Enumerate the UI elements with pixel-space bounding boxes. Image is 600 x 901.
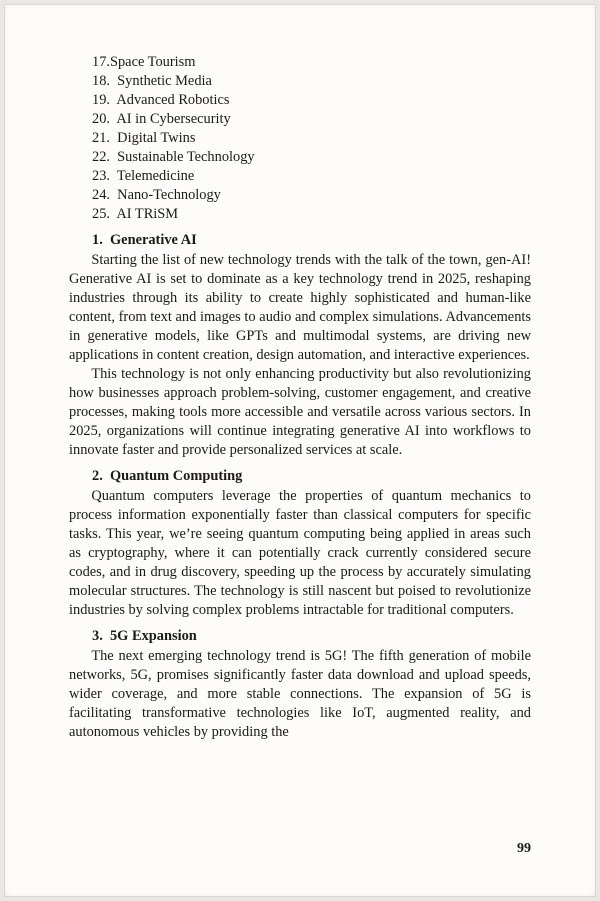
numbered-list xyxy=(92,53,531,224)
text-column xyxy=(69,53,531,742)
section-generative-ai xyxy=(69,231,531,460)
paragraph: Quantum computers leverage the properties of quantum mechanics to process information exponentially faster than classical computers for specific tasks. This year, we’re seeing quantum computing being applied in areas such as cryptography, where it can potentially crack currently considered secure codes, and in drug discovery, speeding up the process by accurately simulating molecular structures. The technology is still nascent but poised to revolutionize industries by solving complex problems intractable for traditional computers. xyxy=(69,488,531,618)
section-5g-expansion xyxy=(69,627,531,742)
section-heading: 1. Generative AI xyxy=(92,232,197,248)
list-item: 25. AI TRiSM xyxy=(92,206,179,222)
list-item: 21. Digital Twins xyxy=(92,130,196,146)
page-number: 99 xyxy=(517,841,531,856)
list-item: 22. Sustainable Technology xyxy=(92,149,255,165)
section-quantum-computing xyxy=(69,467,531,620)
list-item: 24. Nano-Technology xyxy=(92,187,221,203)
paragraph: This technology is not only enhancing productivity but also revolutionizing how businesses approach problem-solving, customer engagement, and creative processes, making tools more accessible and versatile across various sectors. In 2025, organizations will continue integrating generative AI into workflows to innovate faster and provide personalized services at scale. xyxy=(69,366,531,458)
section-heading: 2. Quantum Computing xyxy=(92,468,243,484)
list-item: 23. Telemedicine xyxy=(92,168,195,184)
paragraph: The next emerging technology trend is 5G! The fifth generation of mobile networks, 5G, promises significantly faster data download and upload speeds, wider coverage, and more stable connections. The expansion of 5G is facilitating transformative technologies like IoT, augmented reality, and autonomous vehicles by providing the xyxy=(69,648,531,740)
list-item: 18. Synthetic Media xyxy=(92,73,212,89)
paragraph: Starting the list of new technology trends with the talk of the town, gen-AI! Generative AI is set to dominate as a key technology trend in 2025, reshaping industries through its ability to create highly sophisticated and human-like content, from text and images to audio and complex simulations. Advancements in generative models, like GPTs and multimodal systems, are driving new applications in content creation, design automation, and interactive experiences. xyxy=(69,252,531,363)
list-item: 17.Space Tourism xyxy=(92,54,196,70)
list-item: 20. AI in Cybersecurity xyxy=(92,111,231,127)
section-heading: 3. 5G Expansion xyxy=(92,628,197,644)
list-item: 19. Advanced Robotics xyxy=(92,92,230,108)
book-page xyxy=(4,4,596,897)
